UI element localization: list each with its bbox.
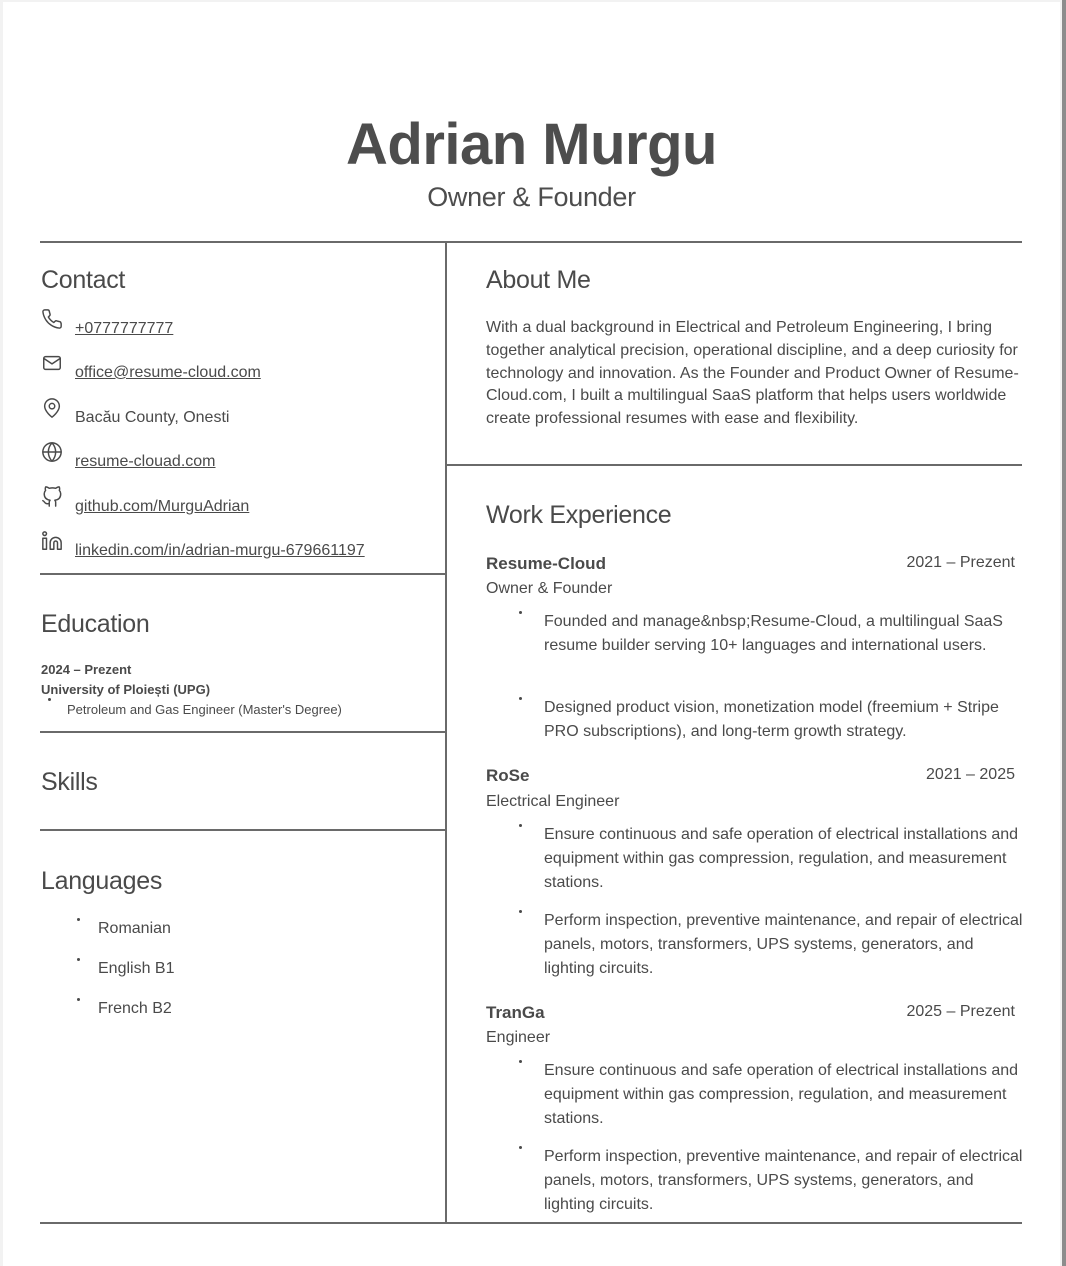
location-pin-icon (41, 397, 63, 419)
education-degree: Petroleum and Gas Engineer (Master's Degree) (67, 702, 342, 717)
email-link[interactable]: office@resume-cloud.com (75, 364, 261, 381)
language-item: Romanian (98, 920, 171, 937)
job-dates: 2021 – 2025 (926, 766, 1015, 783)
bullet-dot (77, 998, 80, 1001)
job-bullet: Founded and manage&nbsp;Resume-Cloud, a multilingual SaaS resume builder serving 10+ languages and international users. (544, 613, 1003, 654)
job-role: Owner & Founder (486, 580, 613, 597)
contact-website[interactable] (41, 445, 216, 471)
education-institution: University of Ploiești (UPG) (41, 682, 211, 697)
divider-about (445, 464, 1022, 466)
job-company: Resume-Cloud (486, 554, 606, 573)
contact-heading: Contact (41, 266, 126, 294)
job-role: Electrical Engineer (486, 793, 620, 810)
resume-page (3, 2, 1060, 1266)
contact-github[interactable] (41, 490, 249, 516)
job-role: Engineer (486, 1029, 551, 1046)
divider-column (445, 241, 447, 1222)
job-bullet: Ensure continuous and safe operation of electrical installations and equipment within gas compression, regulation, and measurement stations. (544, 1062, 1019, 1127)
language-item: French B2 (98, 1000, 172, 1017)
job-bullet: Perform inspection, preventive maintenance, and repair of electrical panels, motors, transformers, UPS systems, generators, and lighting circuits. (544, 1148, 1023, 1213)
linkedin-icon (41, 530, 63, 552)
job-bullet: Ensure continuous and safe operation of electrical installations and equipment within gas compression, regulation, and measurement stations. (544, 826, 1019, 891)
contact-phone[interactable] (41, 312, 173, 338)
contact-linkedin[interactable] (41, 534, 365, 560)
phone-link[interactable]: +0777777777 (75, 320, 174, 337)
location-text: Bacău County, Onesti (75, 409, 230, 426)
job-bullet: Designed product vision, monetization model (freemium + Stripe PRO subscriptions), and long-term growth strategy. (544, 699, 999, 740)
education-heading: Education (41, 610, 150, 638)
contact-location (41, 401, 229, 427)
bullet-dot (519, 697, 522, 700)
globe-icon (41, 441, 63, 463)
job-title: Owner & Founder (427, 182, 636, 212)
divider-skills (40, 829, 445, 831)
bullet-dot (77, 958, 80, 961)
divider-education (40, 731, 445, 733)
website-link[interactable]: resume-clouad.com (75, 453, 216, 470)
job-dates: 2021 – Prezent (906, 554, 1015, 571)
contact-email[interactable] (41, 356, 261, 382)
job-bullet: Perform inspection, preventive maintenance, and repair of electrical panels, motors, transformers, UPS systems, generators, and lighting circuits. (544, 912, 1023, 977)
bullet-dot (48, 698, 51, 701)
full-name: Adrian Murgu (346, 112, 717, 177)
divider-top (40, 241, 1022, 243)
bullet-dot (519, 910, 522, 913)
work-heading: Work Experience (486, 501, 672, 529)
bullet-dot (77, 918, 80, 921)
resume-header (3, 110, 1060, 213)
skills-heading: Skills (41, 768, 98, 796)
job-company: TranGa (486, 1003, 545, 1022)
languages-heading: Languages (41, 867, 163, 895)
divider-contact (40, 573, 445, 575)
scrollbar[interactable] (1062, 0, 1066, 1266)
github-link[interactable]: github.com/MurguAdrian (75, 498, 250, 515)
divider-bottom (40, 1222, 1022, 1224)
linkedin-link[interactable]: linkedin.com/in/adrian-murgu-679661197 (75, 542, 365, 559)
bullet-dot (519, 1060, 522, 1063)
job-dates: 2025 – Prezent (906, 1003, 1015, 1020)
education-date: 2024 – Prezent (41, 662, 132, 677)
language-item: English B1 (98, 960, 175, 977)
bullet-dot (519, 824, 522, 827)
bullet-dot (519, 611, 522, 614)
github-icon (41, 486, 63, 508)
about-heading: About Me (486, 266, 591, 294)
about-text: With a dual background in Electrical and Petroleum Engineering, I bring together analytical precision, operational discipline, and a deep curiosity for technology and innovation. As the Founder and Product Owner of Resume-Cloud.com, I built a multilingual SaaS platform that helps users worldwide create professional resumes with ease and flexibility. (486, 319, 1019, 428)
bullet-dot (519, 1146, 522, 1149)
phone-icon (41, 308, 63, 330)
mail-icon (41, 352, 63, 374)
job-company: RoSe (486, 766, 530, 785)
